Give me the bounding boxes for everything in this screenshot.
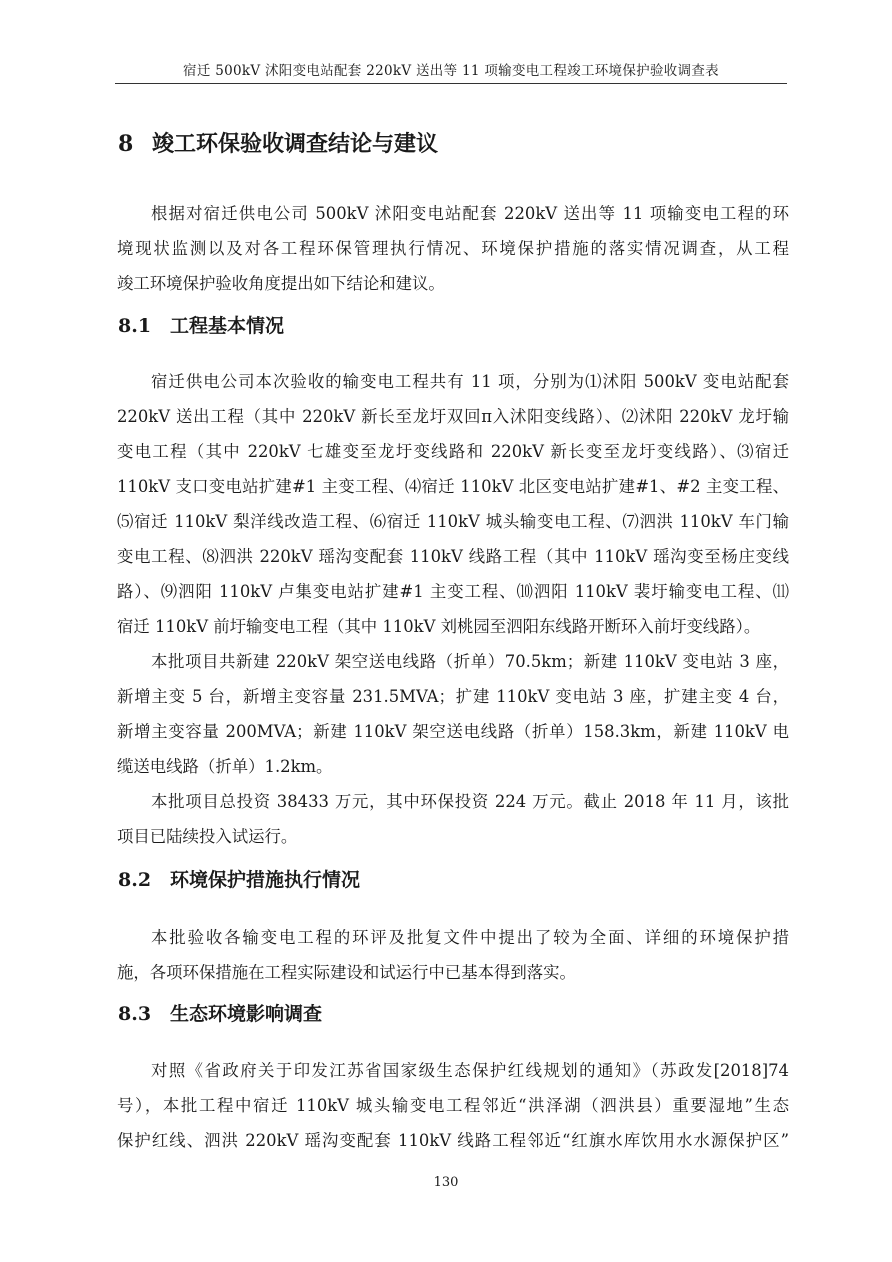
- paragraph-line: 境现状监测以及对各工程环保管理执行情况、环境保护措施的落实情况调查，从工程: [117, 239, 789, 258]
- section-heading-8-1: [118, 313, 284, 339]
- paragraph-line: 新增主变 5 台，新增主变容量 231.5MVA；扩建 110kV 变电站 3 座，扩建主变 4 台，: [117, 687, 789, 706]
- chapter-title-text: 竣工环保验收调查结论与建议: [152, 131, 439, 157]
- section-number: 8.1: [118, 315, 152, 337]
- paragraph-project-list: [117, 364, 789, 644]
- paragraph-investment: [117, 784, 789, 854]
- section-number: 8.2: [118, 869, 152, 891]
- paragraph-line: 保护红线、泗洪 220kV 瑶沟变配套 110kV 线路工程邻近“红旗水库饮用水水源保护区”: [117, 1131, 789, 1150]
- paragraph-line: 对照《省政府关于印发江苏省国家级生态保护红线规划的通知》（苏政发[2018]74: [151, 1061, 789, 1080]
- paragraph-line: 缆送电线路（折单）1.2km。: [117, 757, 333, 776]
- paragraph-line: 新增主变容量 200MVA；新建 110kV 架空送电线路（折单）158.3km，新建 110kV 电: [117, 722, 789, 741]
- paragraph-scale: [117, 644, 789, 784]
- paragraph-line: 宿迁 110kV 前圩输变电工程（其中 110kV 刘桃园至泗阳东线路开断环入前圩变线路）。: [117, 617, 761, 636]
- section-heading-8-3: [118, 1001, 322, 1027]
- paragraph-line: 竣工环境保护验收角度提出如下结论和建议。: [117, 274, 445, 293]
- paragraph-line: 根据对宿迁供电公司 500kV 沭阳变电站配套 220kV 送出等 11 项输变电工程的环: [151, 204, 789, 223]
- paragraph-line: 变电工程（其中 220kV 七雄变至龙圩变线路和 220kV 新长变至龙圩变线路）、⑶宿迁: [117, 442, 789, 461]
- paragraph-line: 施，各项环保措施在工程实际建设和试运行中已基本得到落实。: [117, 963, 576, 982]
- section-title-text: 工程基本情况: [170, 315, 285, 337]
- paragraph-line: 项目已陆续投入试运行。: [117, 827, 298, 846]
- running-header: 宿迁 500kV 沭阳变电站配套 220kV 送出等 11 项输变电工程竣工环境保护验收调查表: [183, 63, 719, 79]
- paragraph-line: ⑸宿迁 110kV 梨洋线改造工程、⑹宿迁 110kV 城头输变电工程、⑺泗洪 110kV 车门输: [117, 512, 789, 531]
- paragraph-line: 变电工程、⑻泗洪 220kV 瑶沟变配套 110kV 线路工程（其中 110kV 瑶沟变至杨庄变线: [117, 547, 789, 566]
- paragraph-measures: [117, 920, 789, 990]
- paragraph-line: 本批项目总投资 38433 万元，其中环保投资 224 万元。截止 2018 年 11 月，该批: [151, 792, 789, 811]
- section-title-text: 环境保护措施执行情况: [170, 869, 361, 891]
- paragraph-line: 路）、⑼泗阳 110kV 卢集变电站扩建#1 主变工程、⑽泗阳 110kV 裴圩输变电工程、⑾: [117, 582, 789, 601]
- paragraph-line: 本批项目共新建 220kV 架空送电线路（折单）70.5km；新建 110kV 变电站 3 座，: [151, 652, 789, 671]
- paragraph-line: 110kV 支口变电站扩建#1 主变工程、⑷宿迁 110kV 北区变电站扩建#1、#2 主变工程、: [117, 477, 789, 496]
- paragraph-line: 本批验收各输变电工程的环评及批复文件中提出了较为全面、详细的环境保护措: [151, 928, 789, 947]
- page-number: 130: [433, 1175, 459, 1190]
- chapter-number: 8: [118, 131, 134, 157]
- section-number: 8.3: [118, 1003, 152, 1025]
- paragraph-ecology: [117, 1053, 789, 1158]
- section-title-text: 生态环境影响调查: [170, 1003, 323, 1025]
- paragraph-line: 220kV 送出工程（其中 220kV 新长至龙圩双回π入沭阳变线路）、⑵沭阳 220kV 龙圩输: [117, 407, 789, 426]
- chapter-heading: [118, 129, 438, 159]
- paragraph-line: 宿迁供电公司本次验收的输变电工程共有 11 项，分别为⑴沭阳 500kV 变电站配套: [151, 372, 789, 391]
- intro-paragraph: [117, 196, 789, 301]
- section-heading-8-2: [118, 867, 360, 893]
- paragraph-line: 号），本批工程中宿迁 110kV 城头输变电工程邻近“洪泽湖（泗洪县）重要湿地”生态: [117, 1096, 789, 1115]
- header-divider: [115, 83, 787, 84]
